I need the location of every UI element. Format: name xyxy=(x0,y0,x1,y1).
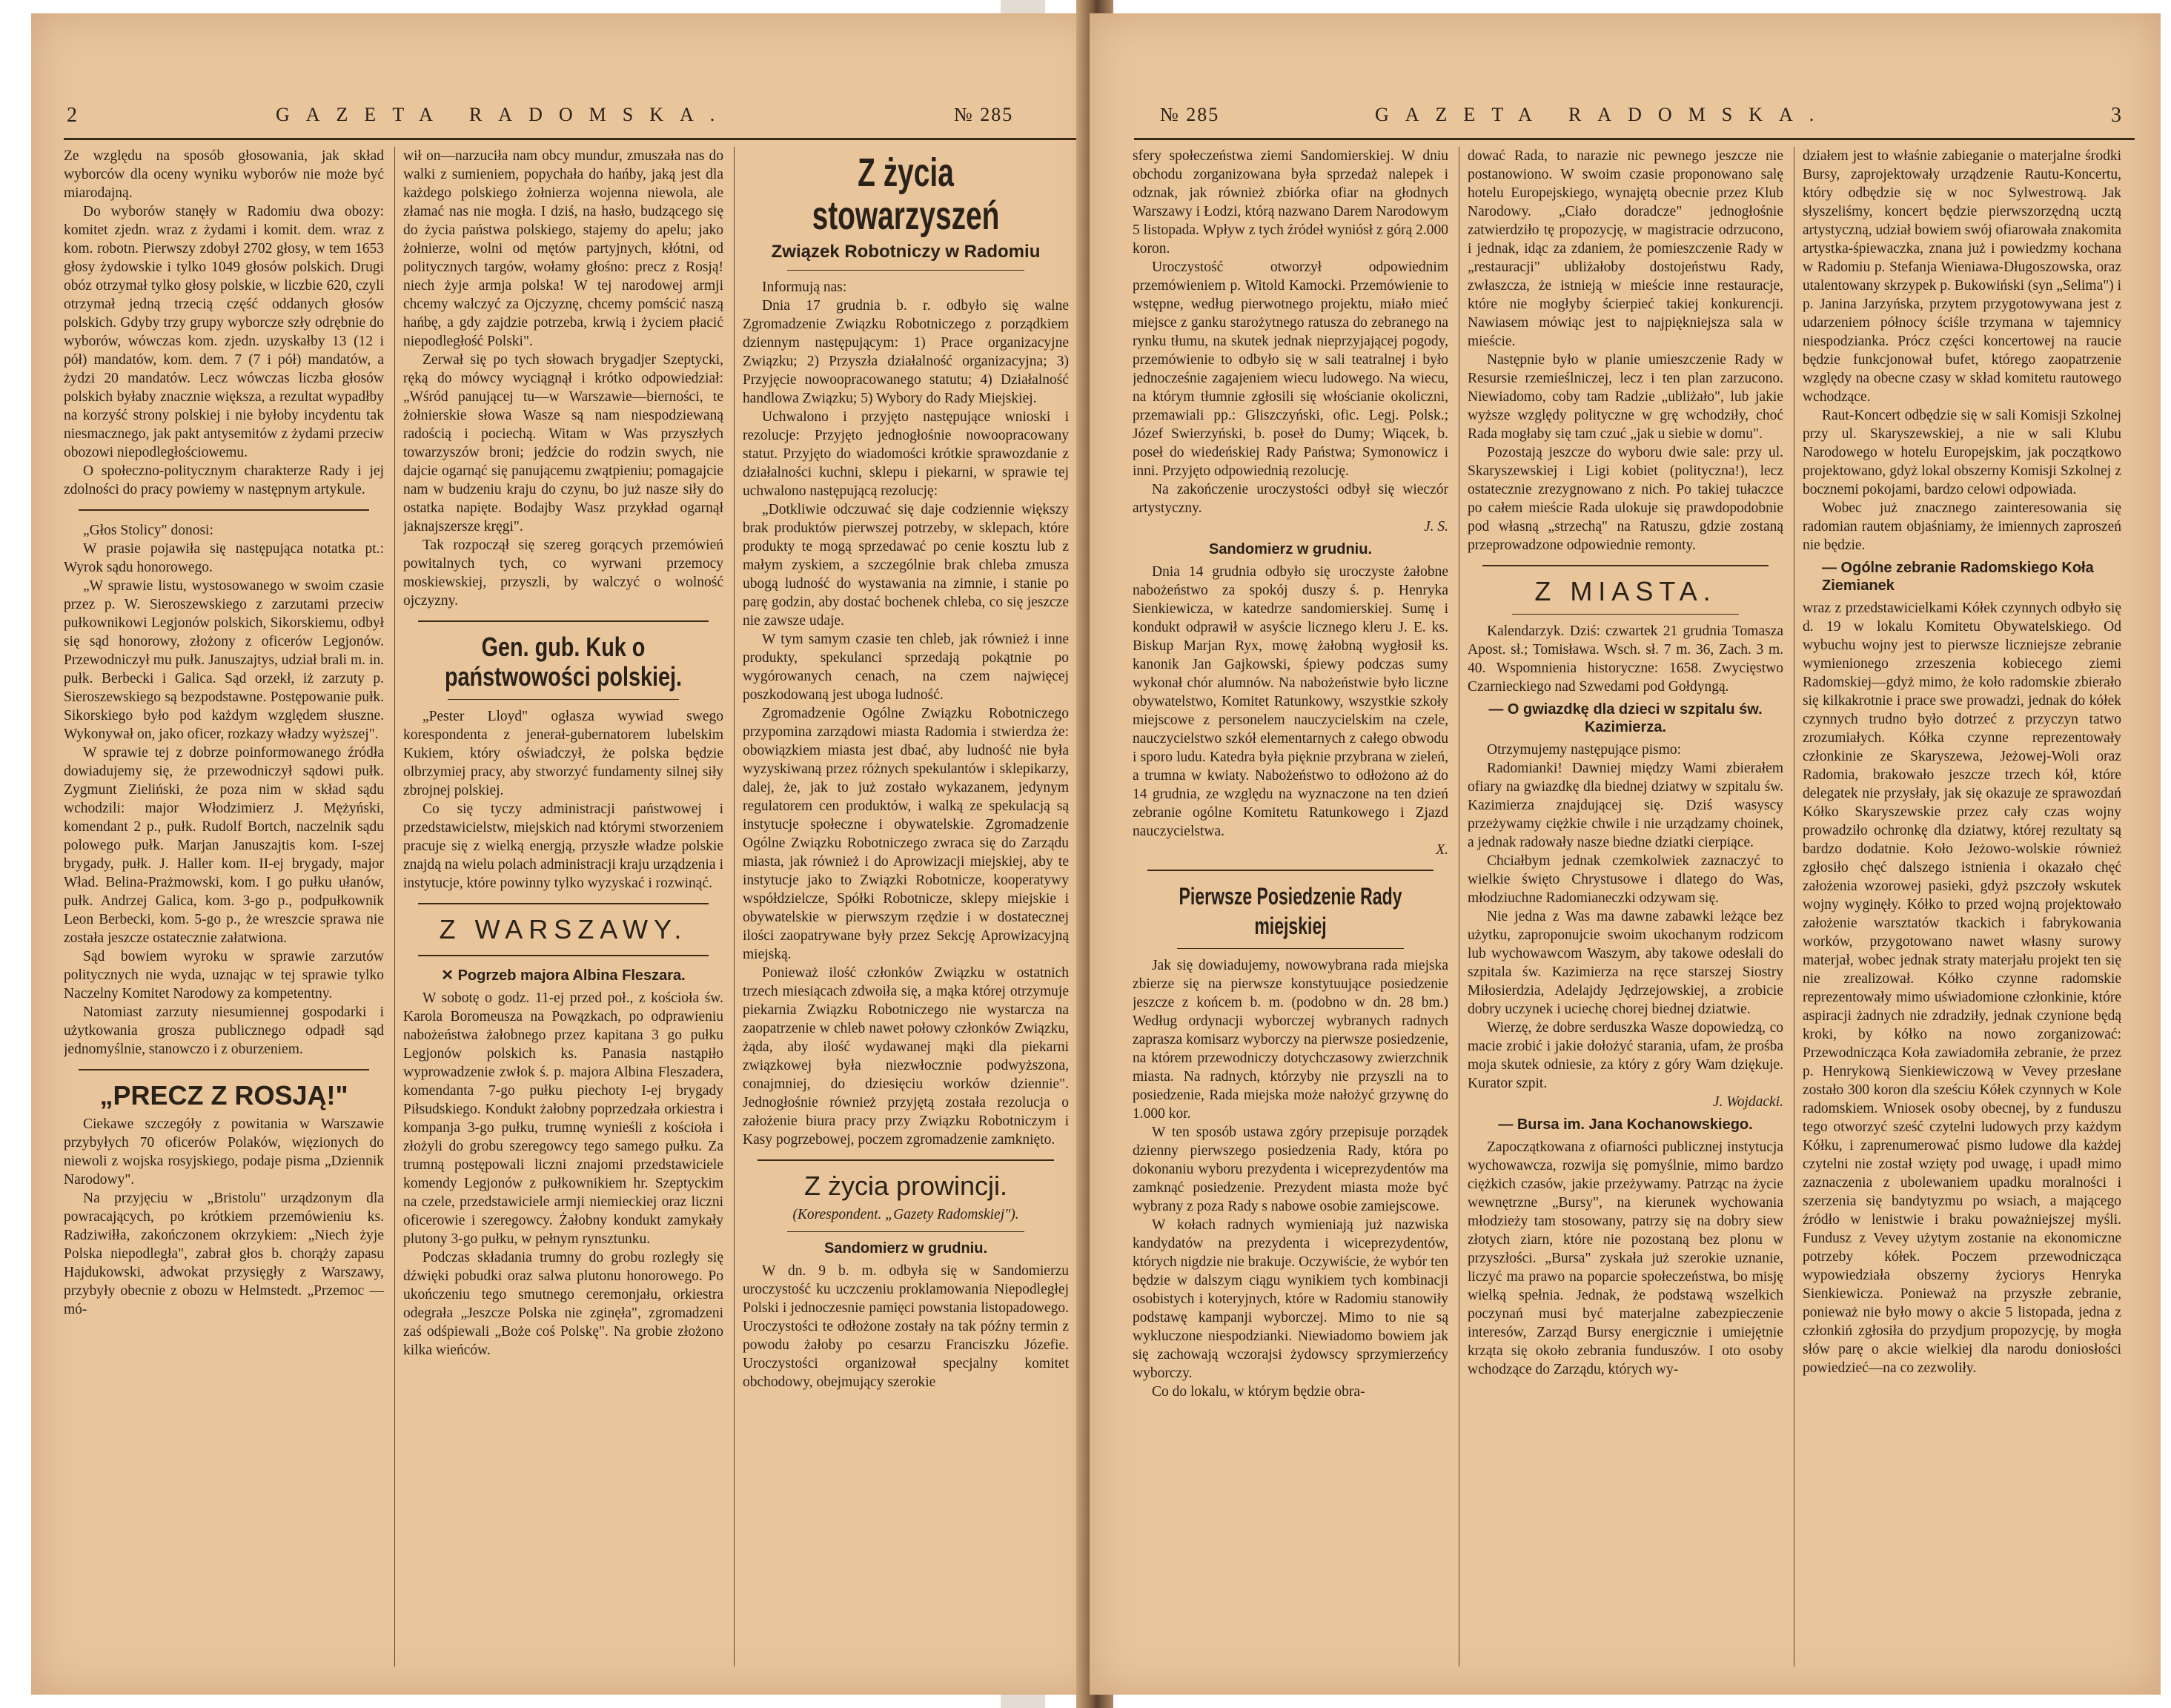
divider xyxy=(79,509,369,511)
divider xyxy=(787,1231,1024,1232)
right-page-header xyxy=(1090,104,2161,141)
paragraph: W dn. 9 b. m. odbyła się w Sandomierzu uroczystość ku uczczeniu proklamowania Niepodległej Polski i jednoczesnie pamięci powstania listopadowego. Uroczystości te odłożone zostały na tak późny termin z powodu żałoby po cesarzu Franciszku Józefie. Uroczystości organizował specjalny komitet obchodowy, obejmujący szerokie xyxy=(743,1263,1069,1390)
paragraph: W tym samym czasie ten chleb, jak również i inne produkty, spekulanci sprzedają pokątnie po wygórowanych cenach, na czem najwięcej poszkodowaną jest uboga ludność. xyxy=(743,632,1069,703)
paragraph: sfery społeczeństwa ziemi Sandomierskiej. W dniu obchodu zorganizowana była sprzedaż nalepek i odznak, jak również zbiórka ofiar na głodnych Warszawy i Łodzi, którą nazwano Darem Narodowym 5 listopada. Wpływ z tych źródeł wyniósł z górą 2.000 koron. xyxy=(1133,148,1448,256)
headline-kuk: Gen. gub. Kuk o państwowości polskiej. xyxy=(444,632,683,692)
headline-pierwsze-posiedzenie: Pierwsze Posiedzenie Rady miejskiej xyxy=(1179,883,1402,939)
byline: (Korespondent. „Gazety Radomskiej"). xyxy=(792,1207,1019,1222)
divider xyxy=(787,270,1024,271)
divider xyxy=(418,955,709,956)
paragraph: „Dotkliwie odczuwać się daje codziennie większy brak produktów pierwszej potrzeby, w sklepach, które produkty te mogą sprzedawać po cenie kosztu lub z małym zyskiem, a szczególnie brak chleba zmusza ubogą ludność do wystawania na zimnie, i stanie po parę godzin, aby dostać bochenek chleba, co się jeszcze nie zawsze udaje. xyxy=(743,502,1069,629)
left-page-header xyxy=(31,104,1102,141)
paragraph: W ten sposób ustawa zgóry przepisuje porządek dzienny pierwszego posiedzenia Rady, która po dokonaniu wyboru prezydenta i wiceprezydentów ma zamknąć posiedzenie. Prezydent miasta może być wybrany z poza Rady s nabowe osobie zamiejscowe. xyxy=(1133,1125,1448,1214)
divider xyxy=(448,699,679,700)
paragraph: Zerwał się po tych słowach brygadjer Szeptycki, ręką do mówcy wyciągnął i krótko odpowiedział: „Wśród panującej tu—w Warszawie—bierności, te żołnierskie słowa Wasze są nam niespodziewaną radością i pociechą. Witam w Was przyszłych towarzyszów broni; jedźcie do rodzin swych, nie dajcie ogarnąć się panującemu zwątpieniu; pomagajcie nam w budzeniu kraju do czynu, bo już nasze siły do ostatka napięte. Bodajby Wasz przykład ogarnął jaknajszersze kręgi". xyxy=(403,352,723,534)
paragraph: wił on—narzuciła nam obcy mundur, zmuszała nas do walki z sumieniem, popychała do hańby, jaką jest dla każdego polskiego żołnierza wojenna niewola, ale złamać nas nie mogła. I dziś, na hasło, budzącego się do życia państwa polskiego, stajemy do apelu; jako żołnierze, wolni od mętów partyjnych, kłótni, od politycznych targów, wołamy głośno: precz z Rosją! niech żyje armja polska! W tej narodowej armji chcemy walczyć za Ojczyznę, chcemy pomścić naszą hańbę, a gdy zajdzie potrzeba, krwią i życiem płacić niepodległość Polski". xyxy=(403,148,723,349)
headline-precz-z-rosja: „PRECZ Z ROSJĄ!" xyxy=(99,1080,348,1110)
paragraph: Zapoczątkowana z ofiarności publicznej instytucja wychowawcza, rozwija się pomyślnie, mimo bardzo ciężkich czasów, jakie przeżywamy. Patrząc na życie wewnętrzne „Bursy", na kierunek wychowania młodzieży tam stosowany, patrzy się na dobry siew złotych ziarn, które nie pozostaną bez plonu w przyszłości. „Bursa" zyskała już szerokie uznanie, liczyć ma prawo na poparcie społeczeństwa, bo misję wielką spełnia. Jednak, że podstawą wszelkich poczynań musi być materjalne zabezpieczenie interesów, Zarząd Bursy energicznie i umiejętnie krząta się około zebrania funduszów. I oto osoby wchodzące do Zarządu, których wy- xyxy=(1468,1139,1783,1377)
paragraph: wraz z przedstawicielkami Kółek czynnych odbyło się d. 19 w lokalu Komitetu Obywatelskiego. Od wybuchu wojny jest to pierwsze liczniejsze zebranie wymienionego zrzeszenia kobiecego ziemi Radomskiej—gdyż mimo, że koło radomskie zbierało się kilkakrotnie i prace swe prowadzi, jednak do kółek czynnych trudno było dotrzeć z przyczyn tatwo zrozumiałych. Kółka czynne reprezentowały członkinie ze Skaryszewa, Jeżowej-Woli oraz Radomia, brakowało jeszcze trzech kół, które delegatek nie przysłały, jak się okazuje ze sprawozdań Kółko Skaryszewskie przez cały czas wojny prowadziło ochronkę dla dziatwy, której rezultaty są bardzo dodatnie. Koło Jeżowo-wolskie również zgłosiło chęć dalszego istnienia i okazało chęć założenia wzorowej pasieki, gdyż pszczoły wskutek wojny wyginęły. Kółko to przed wojną projektowało założenie warsztatów tkackich i fabrykowania worków, przygotowano nawet własny surowy materjał, wobec jednak straty materjału projekt ten się nie zrealizował. Kółko czynne radomskie reprezentowały mimo uświadomione członkinie, które aspiracji żadnych nie zdradziły, jednak czynione będą kroki, by kółko na nowo zorganizować: Przewodnicząca Koła zawiadomiła zebranie, że przez p. Henrykową Sienkiewiczową w Vevey przesłane zostało 300 koron dla sześciu Kółek czynnych w Kole radomskiem. Wniosek osoby obecnej, by z funduszu tego otworzyć sześć czytelni ludowych przy każdym Kółku, i zaprenumerować pismo ludowe dla każdej czytelni nie został wzięty pod uwagę, i upadł mimo zaznaczenia z ubolewaniem upadku moralności i szerzenia się bandytyzmu po wsiach, a mającego źródło w lenistwie i braku poważniejszej myśli. Fundusz z Vevey użytym zostanie na ekonomiczne potrzeby kółek. Poczem przewodnicząca wypowiedziała obszerny życiorys Henryka Sienkiewicza. Ponieważ na przyszłe zebranie, ponieważ nie było mowy o akcie 5 listopada, jedna z członkiń zgłosiła do przydjum propozycję, by mogła słów parę o akcie wielkiej dla narodu doniosłości powiedzieć—na co zezwoliły. xyxy=(1803,600,2121,1376)
paragraph: Dnia 14 grudnia odbyło się uroczyste żałobne nabożeństwo za spokój duszy ś. p. Henryka Sienkiewicza, w katedrze sandomierskiej. Sumę i kondukt odprawił w asyście licznego kleru J. E. ks. Biskup Marjan Ryx, mowę żałobną wygłosił ks. kanonik Jan Gajkowski, śpiewy podczas sumy wykonał chór alumnów. Na nabożeństwie było liczne obywatelstwo, Komitet Ratunkowy, wszystkie szkoły miejscowe z personelem nauczycielskim na czele, nauczycielstwo szkół elementarnych z całego obwodu i sporo ludu. Katedra była pięknie przybrana w zieleń, a trumna w kwiaty. Nabożeństwo to odłożono aż do 14 grudnia, ze względu na wyznaczone na ten dzień zebranie ogólne Komitetu Ratunkowego i Zjazd nauczycielstwa. xyxy=(1133,564,1448,839)
subheadline-zwiazek-robotniczy: Związek Robotniczy w Radomiu xyxy=(771,242,1041,262)
paragraph: W prasie pojawiła się następująca notatka pt.: Wyrok sądu honorowego. xyxy=(64,541,384,575)
paragraph: Podczas składania trumny do grobu rozległy się dźwięki pobudki oraz salwa plutonu honorowego. Po ukończeniu tego smutnego ceremonjału, orkiestra odegrała „Jeszcze Polska nie zginęła", zgromadzeni zaś odśpiewali „Boże coś Polskę". Na grobie złożono kilka wieńców. xyxy=(403,1250,723,1358)
divider xyxy=(1147,870,1433,871)
paragraph: W kołach radnych wymieniają już nazwiska kandydatów na prezydenta i wiceprezydentów, których nigdzie nie brakuje. Oczywiście, że wybór ten będzie w dalszym ciągu wynikiem tych kombinacji osobistych i koteryjnych, które w Radomiu stanowiły podstawę kampanji wyborczej. Mimo to nie są wykluczone niespodzianki. Niewiadomo bowiem jak się zachowają wczorajsi żydowscy sprzymierzeńcy wyborczy. xyxy=(1133,1217,1448,1381)
paragraph: Ze względu na sposób głosowania, jak skład wyborców dla oceny wyniku wyborów nie może być miarodajną. xyxy=(64,148,384,201)
paragraph: działem jest to właśnie zabieganie o materjalne środki Bursy, zaprojektowały urządzenie Rautu-Koncertu, który odbędzie się w noc Sylwestrową. Jak słyszeliśmy, koncert będzie pierwszorzędną ucztą artystyczną, udział bowiem swój ofiarowała znakomita artystka-śpiewaczka, znana już i powiedzmy kochana w Radomiu p. Stefanja Wieniawa-Długoszowska, oraz utalentowany skrzypek p. Bukowiński (syn „Selima") i p. Janina Jarzyńska, przytem przygotowywana jest z udarzeniem północy ściśle trzymana w tajemnicy niespodzianka. Prócz części koncertowej na raucie będzie funkcjonował bufet, którego zaopatrzenie względy na obecne czasy w skład komitetu rautowego wchodzące. xyxy=(1803,148,2121,405)
paragraph: Pozostają jeszcze do wyboru dwie sale: przy ul. Skaryszewskiej i Ligi kobiet (polityczna!), lecz ostatecznie zrezygnowano z nich. Po takiej tułaczce po całem mieście Rada ulokuje się prawdopodobnie pod własną „strzechą" na Ratuszu, gdzie zostaną przeprowadzone odpowiednie remonty. xyxy=(1468,445,1783,553)
paragraph: Jak się dowiadujemy, nowowybrana rada miejska zbierze się na pierwsze konstytuujące posiedzenie jeszcze z końcem b. m. (podobno w dn. 28 bm.) Według ordynacji wyborczej wybranych radnych zaprasza komisarz wyborczy na pierwsze posiedzenie, na którem przewodniczy dotychczasowy zwierzchnik miasta. Na radnych, którzyby nie przyszli na to posiedzenie, Rada miejska może nałożyć grzywnę do 1.000 kor. xyxy=(1133,958,1448,1122)
headline-z-zycia-stowarzyszen: Z życia stowarzyszeń xyxy=(812,150,1000,238)
paragraph: Na przyjęciu w „Bristolu" urządzonym dla powracających, po krótkiem przemówieniu ks. Radziwiłła, zakończonem okrzykiem: „Niech żyje Polska niepodległa", zabrał głos b. chorąży zapasu Hajdukowski, adwokat przysięgły z Warszawy, przybyły obecnie z obozu w Helmstedt. „Przemoc — mó- xyxy=(64,1191,384,1317)
subheadline-pogrzeb: ✕ Pogrzeb majora Albina Fleszara. xyxy=(441,967,686,984)
subheadline-sandomierz: Sandomierz w grudniu. xyxy=(1208,541,1372,557)
paragraph: W sprawie tej z dobrze poinformowanego źródła dowiadujemy się, że przewodniczył sądowi pułk. Zygmunt Zieliński, że poza nim w skład sądu wchodzili: major Włodzimierz J. Mężyński, komendant 2 p., pułk. Rudolf Bortch, naczelnik sądu polowego pułk. Marjan Januszajtis kom. I-szej brygady, pułk. J. Haller kom. II-ej brygady, major Wład. Belina-Prażmowski, kom. I go pułku ułanów, pułk. Andrzej Galica, kom. 3-go p., podpułkownik Leon Berbecki, kom. 5-go p., że wreszcie sprawa nie została jeszcze ostatecznie załatwiona. xyxy=(64,745,384,946)
paragraph: Do wyborów stanęły w Radomiu dwa obozy: komitet zjedn. wraz z żydami i komit. dem. wraz z kom. robotn. Pierwszy zdobył 2702 głosy, w tem 1653 głosy żydowskie i tylko 1049 głosów polskich. Drugi obóz otrzymał tylko głosy polskie, w liczbie 620, czyli otrzymał jedną trzecią część oddanych głosów polskich. Gdyby trzy grupy wyborcze szły odrębnie do wyborów, wówczas kom. zjedn. uzyskałby 13 (12 i pół) mandatów, kom. dem. 7 (7 i pół) mandatów, a żydzi 20 mandatów. Lecz wówczas liczba głosów polskich byłaby znacznie większa, a rezultat wypadłby na korzyść strony polskiej i nie byłoby incydentu tak niesmacznego, jak pakt antysemitów z żydami przeciw obozowi niepodległościowemu. xyxy=(64,204,384,460)
headline-z-miasta: Z MIASTA. xyxy=(1534,576,1717,606)
header-rule xyxy=(64,138,1087,140)
paragraph: Chciałbym jednak czemkolwiek zaznaczyć to wielkie święto Chrystusowe i dlatego do Was, młodziuchne Radomianeczki odzywam się. xyxy=(1468,853,1783,906)
paragraph: Nie jedna z Was ma dawne zabawki leżące bez użytku, zaproponujcie swoim ukochanym rodzicom lub wychowawcom Waszym, aby takowe odesłali do szpitala św. Kazimierza na ręce starszej Siostry Miłosierdzia, Adelajdy Jędrzejowskiej, a zrobicie dobry uczynek i uciechę chorej biednej dziatwie. xyxy=(1468,909,1783,1017)
header-rule xyxy=(1134,138,2135,140)
paragraph: Radomianki! Dawniej między Wami zbierałem ofiary na gwiazdkę dla biednej dziatwy w szpitalu św. Kazimierza znajdującej się. Dziś wasyscy przeżywamy ciężkie chwile i nie urządzamy choinek, a jednak radowały nasze biedne dziatki cierpiące. xyxy=(1468,761,1783,850)
issue-number: № 285 xyxy=(1160,104,1220,125)
paragraph: Tak rozpoczął się szereg gorących przemówień powitalnych tych, co wyrwani przemocy moskiewskiej, przyszli, by walczyć o wolność ojczyzny. xyxy=(403,537,723,609)
paragraph: Zgromadzenie Ogólne Związku Robotniczego przypomina zarządowi miasta Radomia i stwierdza że: obowiązkiem miasta jest dbać, aby ludność nie była wyzyskiwaną przez różnych spekulantów i sklepikarzy, dalej, że, jak to już zostało wykazanem, jedynym regulatorem cen produktów, i walką ze spekulacją są instytucje społeczne i obywatelskie. Zgromadzenie Ogólne Związku Robotniczego zwraca się do Zarządu miasta, jak również i do Aprowizacji miejskiej, aby te instytucje jako to Związki Robotnicze, kooperatywy współdzielcze, Spółki Robotnicze, sklepy miejskie i obywatelskie w pierwszym rzędzie i w dostatecznej ilości zaopatrywane były przez Sekcję Aprowizacyjną miejską. xyxy=(743,706,1069,962)
divider xyxy=(418,620,709,622)
subheadline-kolo-ziemianek: — Ogólne zebranie Radomskiego Koła Ziemianek xyxy=(1822,560,2094,594)
divider xyxy=(79,1069,369,1070)
paragraph: Wobec już znacznego zainteresowania się radomian rautem objaśniamy, że imiennych zaproszeń nie będzie. xyxy=(1803,500,2121,553)
right-page xyxy=(1090,13,2161,1695)
divider xyxy=(1512,614,1739,615)
column-rule xyxy=(734,147,735,1666)
issue-number: № 285 xyxy=(954,104,1014,125)
paragraph: Dnia 17 grudnia b. r. odbyło się walne Zgromadzenie Związku Robotniczego z porządkiem dziennym następującym: 1) Prace organizacyjne Związku; 2) Przyszła działalność organizacyjna; 3) Przyjęcie nowoopracowanego statutu; 4) Działalność handlowa Związku; 5) Wybory do Rady Miejskiej. xyxy=(743,298,1069,406)
right-column-2 xyxy=(1468,147,1783,1681)
paragraph: Natomiast zarzuty niesumiennej gospodarki i użytkowania grosza publicznego odpadł sąd jednomyślnie, stanowczo i z oburzeniem. xyxy=(64,1004,384,1057)
paragraph: „Głos Stolicy" donosi: xyxy=(83,523,213,538)
signature: X. xyxy=(1436,842,1448,858)
left-column-2 xyxy=(403,147,723,1681)
paragraph: Sąd bowiem wyroku w sprawie zarzutów politycznych nie wyda, uznając w tej sprawie tylko Naczelny Komitet Narodowy za kompetentny. xyxy=(64,949,384,1002)
divider xyxy=(1482,565,1769,566)
paragraph: Uroczystość otworzył odpowiednim przemówieniem p. Witold Kamocki. Przemówienie to wstępne, według pierwotnego projektu, miało mieć miejsce z ganku starożytnego ratusza do zebranego na rynku tłumu, na skutek jednak nieprzyjającej pogody, przemówienie to odbyło się w sali teatralnej i było jednocześnie zagajeniem wiecu ludowego. Na wiecu, na którym tłumnie zgłosili się włościanie okoliczni, przemawiali pp.: Gliszczyński, ofic. Legj. Polsk.; Józef Swierzyński, b. poseł do Dumy; Wiącek, b. poseł do wiedeńskiej Rady Państwa; Symonowicz i inni. Przyjęto odpowiednią rezolucję. xyxy=(1133,259,1448,479)
left-column-3 xyxy=(743,147,1069,1681)
paragraph: Informują nas: xyxy=(762,279,847,295)
page-number: 2 xyxy=(67,104,77,127)
headline-z-zycia-prowincji: Z życia prowincji. xyxy=(803,1171,1008,1201)
paragraph: Otrzymujemy następujące pismo: xyxy=(1487,742,1682,758)
paragraph: Raut-Koncert odbędzie się w sali Komisji Szkolnej przy ul. Skaryszewskiej, a nie w sali Klubu Narodowego w hotelu Europejskim, jak początkowo projektowano, gdyż lokal obszerny Komisji Szkolnej z bocznemi pokojami, bardzo celowi odpowiada. xyxy=(1803,408,2121,497)
subheadline-sandomierz: Sandomierz w grudniu. xyxy=(823,1240,987,1257)
paragraph: Ponieważ ilość członków Związku w ostatnich trzech miesiącach zdwoiła się, a mąka której otrzymuje piekarnia Związku Robotniczego nie wystarcza na zaopatrzenie w chleb nawet połowy członków Związku, żąda, aby ilość wydawanej mąki dla piekarni związkowej była niezwłocznie podwyższona, conajmniej, do dziesięciu worków dziennie". Jednogłośnie również przyjętą została rezolucja o założenie biura pracy przy Związku Robotniczym i Kasy pogrzebowej, poczem zgromadzenie zamknięto. xyxy=(743,965,1069,1148)
paragraph: „W sprawie listu, wystosowanego w swoim czasie przez p. W. Sieroszewskiego z zarzutami przeciw pułkownikowi Legjonów polskich, Sikorskiemu, odbył się sąd honorowy, złożony z oficerów Legjonów. Przewodniczył mu pułk. Januszajtys, udział brali m. in. pułk. Berbecki i Galica. Sąd orzekł, iż zarzuty p. Sieroszewskiego są bezpodstawne. Postępowanie pułk. Sikorskiego było pod każdym względem słuszne. Wykonywał on, jako oficer, rozkazy władzy wyższej". xyxy=(64,578,384,742)
paragraph: W sobotę o godz. 11-ej przed poł., z kościoła św. Karola Boromeusza na Powązkach, po odprawieniu nabożeństwa żałobnego przez kapitana 3 go pułku Legjonów polskich ks. Panasia nastąpiło wyprowadzenie zwłok ś. p. majora Albina Fleszadera, komendanta 7-go pułku piechoty I-ej brygady Piłsudskiego. Kondukt żałobny poprzedzała orkiestra i kompanja 3-go pułku, trumnę wynieśli z kościoła i złożyli do grobu szeregowcy tego samego pułku. Za trumną postępowali liczni znajomi przedstawiciele komendy Legjonów z pułkownikiem hr. Szeptyckim na czele, przedstawiciele armji niemieckiej oraz liczni oficerowie i szeregowcy. Żałobny kondukt zamykały plutony 3-go pułku, w pełnym rynsztunku. xyxy=(403,990,723,1247)
signature: J. Wojdacki. xyxy=(1712,1094,1783,1110)
right-column-1 xyxy=(1133,147,1448,1681)
divider xyxy=(418,903,709,904)
left-column-1 xyxy=(64,147,384,1681)
paragraph: Ciekawe szczegóły z powitania w Warszawie przybyłych 70 oficerów Polaków, więzionych do niewoli z wojska rosyjskiego, podaje pisma „Dziennik Narodowy". xyxy=(64,1116,384,1188)
paragraph: Co się tyczy administracji państwowej i przedstawicielstw, miejskich nad którymi stworzeniem pracuje się z wielką energją, przyszłe władze polskie znajdą na wielu polach administracji kraju urządzenia i instytucje, które powinny tylko wyzyskać i rozwinąć. xyxy=(403,801,723,891)
paragraph: Na zakończenie uroczystości odbył się wieczór artystyczny. xyxy=(1133,482,1448,516)
paragraph: Co do lokalu, w którym będzie obra- xyxy=(1152,1384,1365,1400)
masthead: GAZETA RADOMSKA. xyxy=(1375,104,1831,125)
paragraph: dować Rada, to narazie nic pewnego jeszcze nie postanowiono. W swoim czasie proponowano salę hotelu Europejskiego, wynajętą obecnie przez Klub Narodowy. „Ciało doradcze" jednogłośnie zatwierdziło tę propozycję, w magistracie odrzucono, i jednak, idąc za zdaniem, że pomieszczenie Rady w „restauracji" ubliżałoby dostojeństwu Rady, zwłaszcza, że istnieją w mieście inne restauracje, które nie mogłyby ścierpieć takiej konkurencji. Nawiasem mówiąc jest to najpiękniejsza sala w mieście. xyxy=(1468,148,1783,349)
paragraph: Wierzę, że dobre serduszka Wasze dopowiedzą, co macie zrobić i jakie dołożyć starania, ufam, że prośba moja skutek odniesie, za który z góry Wam dziękuje. Kurator szpit. xyxy=(1468,1020,1783,1091)
paragraph: O społeczno-politycznym charakterze Rady i jej zdolności do pracy powiemy w następnym artykule. xyxy=(64,463,384,497)
right-column-3 xyxy=(1803,147,2121,1681)
page-number: 3 xyxy=(2111,104,2121,127)
paragraph: „Pester Lloyd" ogłasza wywiad swego korespondenta z jenerał-gubernatorem lubelskim Kukiem, który oświadczył, że polska będzie olbrzymiej pracy, aby stworzyć fundamenty silnej siły zbrojnej polskiej. xyxy=(403,709,723,798)
column-rule xyxy=(394,147,395,1666)
masthead: GAZETA RADOMSKA. xyxy=(276,104,732,125)
divider xyxy=(1177,948,1404,949)
subheadline-gwiazdka: — O gwiazdkę dla dzieci w szpitalu św. Kazimierza. xyxy=(1488,701,1763,735)
signature: J. S. xyxy=(1423,519,1448,534)
subheadline-bursa: — Bursa im. Jana Kochanowskiego. xyxy=(1498,1116,1753,1133)
paragraph: Uchwalono i przyjęto następujące wnioski i rezolucje: Przyjęto jednogłośnie nowoopracowany statut. Przyjęto do wiadomości krótkie sprawozdanie z działalności kuchni, sklepu i piekarni, w sprawie tej uchwalono następującą rezolucję: xyxy=(743,409,1069,499)
divider xyxy=(758,1159,1054,1161)
headline-z-warszawy: Z WARSZAWY. xyxy=(439,914,688,944)
paragraph: Kalendarzyk. Dziś: czwartek 21 grudnia Tomasza Apost. sł.; Tomisława. Wsch. sł. 7 m. 36, Zach. 3 m. 40. Wspomnienia historyczne: 1658. Zwycięstwo Czarnieckiego nad Szwedami pod Gołdyngą. xyxy=(1468,623,1783,695)
left-page xyxy=(31,13,1102,1695)
paragraph: Następnie było w planie umieszczenie Rady w Resursie rzemieślniczej, lecz i ten plan zarzucono. Niewiadomo, coby tam Radzie „ubliżało", lub jakie wyższe względy polityczne w grę wchodziły, choć Rada mogłaby się tam czuć „jak u siebie w domu". xyxy=(1468,352,1783,442)
